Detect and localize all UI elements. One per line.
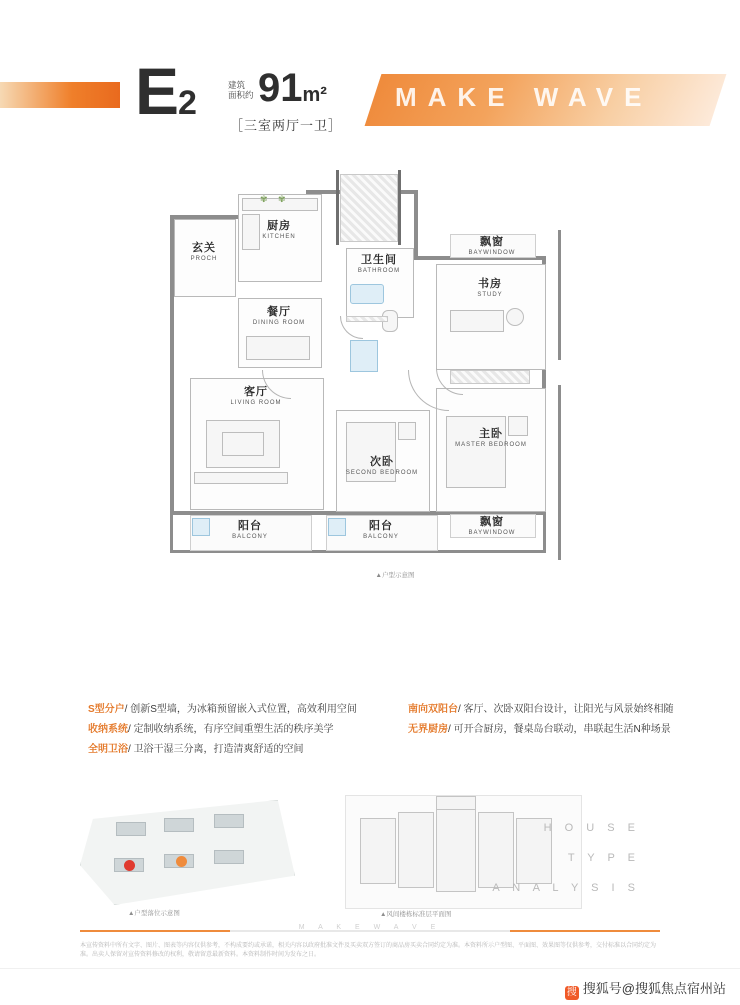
- study-chair: [506, 308, 524, 326]
- unit-sub: 2: [178, 84, 196, 122]
- wall-balcony-left: [170, 511, 173, 553]
- feature-column-right: [408, 700, 678, 740]
- wall-bath-left: [414, 190, 418, 260]
- analysis-line-2: T Y P E: [567, 852, 640, 864]
- floorplate-unit: [398, 812, 434, 888]
- site-building: [214, 850, 244, 864]
- door-bathroom: [340, 316, 363, 339]
- feature-item: S型分户/ 创新S型墙，为冰箱预留嵌入式位置，高效利用空间: [88, 704, 357, 715]
- second-nightstand: [398, 422, 416, 440]
- feature-item: 全明卫浴/ 卫浴干湿三分离，打造清爽舒适的空间: [88, 744, 304, 755]
- label-balcony-right: 阳台 BALCONY: [363, 520, 399, 540]
- shower-area: [350, 340, 378, 372]
- feature-column-left: [88, 700, 388, 760]
- floorplate-unit: [360, 818, 396, 884]
- dining-table: [246, 336, 310, 360]
- room-count: ［三室两厅一卫］: [230, 118, 343, 133]
- floorplate-unit: [436, 806, 476, 892]
- wardrobe-master: [450, 370, 530, 384]
- site-marker-red: [124, 860, 135, 871]
- area-number: 91: [258, 66, 303, 110]
- feature-item: 无界厨房/ 可开合厨房，餐桌岛台联动，串联起生活N种场景: [408, 724, 671, 735]
- disclaimer: 本宣传资料中所有文字、图片、图表等内容仅供参考，不构成要约或承诺，相关内容以政府批准文件及买卖双方签订的商品房买卖合同约定为准。本资料所示户型图、平面图、效果图等仅供参考，交付标准以合同约定为准。出卖人保留对宣传资料修改的权利，敬请留意最新资料。本资料制作时间为发布之日。: [80, 943, 657, 958]
- feature-item: 收纳系统/ 定制收纳系统，有序空间重塑生活的秩序美学: [88, 724, 334, 735]
- area-label-line2: 面积约: [228, 90, 254, 100]
- area-value: [258, 68, 327, 115]
- unit-code: E: [135, 54, 179, 128]
- label-balcony-left: 阳台 BALCONY: [232, 520, 268, 540]
- page-title: [135, 54, 196, 136]
- label-dining: 餐厅 DINING ROOM: [252, 306, 306, 326]
- floorplate-caption: ▲风间楼栋标准层平面图: [380, 911, 452, 918]
- plant-icon-1: ✾: [260, 194, 268, 204]
- area-unit: m²: [302, 84, 327, 106]
- plant-icon-2: ✾: [278, 194, 286, 204]
- label-living: 客厅 LIVING ROOM: [230, 386, 282, 406]
- sohu-logo-icon: 搜: [566, 987, 577, 998]
- coffee-table: [222, 432, 264, 456]
- shaft-top: [340, 174, 398, 242]
- plan-caption: ▲户型示意图: [375, 572, 415, 579]
- wall-shaft-right: [398, 170, 401, 245]
- wall-outer-right-top: [558, 230, 561, 360]
- source-credit: [565, 978, 726, 1000]
- balcony-left-washer: [192, 518, 210, 536]
- analysis-line-1: H O U S E: [543, 822, 640, 834]
- header-accent-bar: [0, 82, 120, 108]
- bathtub: [350, 284, 384, 304]
- site-building: [164, 818, 194, 832]
- label-second-bedroom: 次卧 SECOND BEDROOM: [345, 456, 419, 476]
- balcony-right-washer: [328, 518, 346, 536]
- footer-rule: [80, 924, 660, 932]
- header: [0, 54, 740, 150]
- label-bay-window-bottom: 飘窗 BAYWINDOW: [468, 516, 516, 536]
- master-bed: [446, 416, 506, 488]
- analysis-line-3: A N A L Y S I S: [492, 882, 640, 894]
- source-text: 搜狐号@搜狐焦点宿州站: [582, 981, 726, 996]
- floorplate-core: [436, 796, 476, 810]
- wall-outer-right-bottom: [558, 385, 561, 560]
- area-label-line1: 建筑: [228, 80, 246, 90]
- bottom-diagrams: [80, 795, 660, 918]
- header-wave-text: MAKE WAVE: [395, 82, 653, 112]
- area-label: [228, 80, 258, 100]
- site-boundary: [80, 800, 295, 905]
- label-kitchen: 厨房 KITCHEN: [262, 220, 296, 240]
- wall-shaft-left: [336, 170, 339, 245]
- label-bathroom: 卫生间 BATHROOM: [357, 254, 401, 274]
- feature-item: 南向双阳台/ 客厅、次卧双阳台设计，让阳光与风景始终相随: [408, 704, 674, 715]
- wall-balcony-right: [543, 511, 546, 553]
- footer-wave-text: M A K E W A V E: [298, 924, 442, 931]
- analysis-text: [492, 813, 640, 903]
- study-desk: [450, 310, 504, 332]
- site-plan: [80, 800, 295, 917]
- site-building: [214, 814, 244, 828]
- label-study: 书房 STUDY: [477, 278, 503, 298]
- label-master-bedroom: 主卧 MASTER BEDROOM: [455, 428, 527, 448]
- label-entry: 玄关 PROCH: [190, 242, 218, 262]
- label-bay-window-top: 飘窗 BAYWINDOW: [468, 236, 516, 256]
- site-caption: ▲户型落位示意图: [128, 910, 180, 917]
- site-building: [116, 822, 146, 836]
- site-marker-orange: [176, 856, 187, 867]
- tv-cabinet: [194, 472, 288, 484]
- floor-plan: [150, 170, 605, 650]
